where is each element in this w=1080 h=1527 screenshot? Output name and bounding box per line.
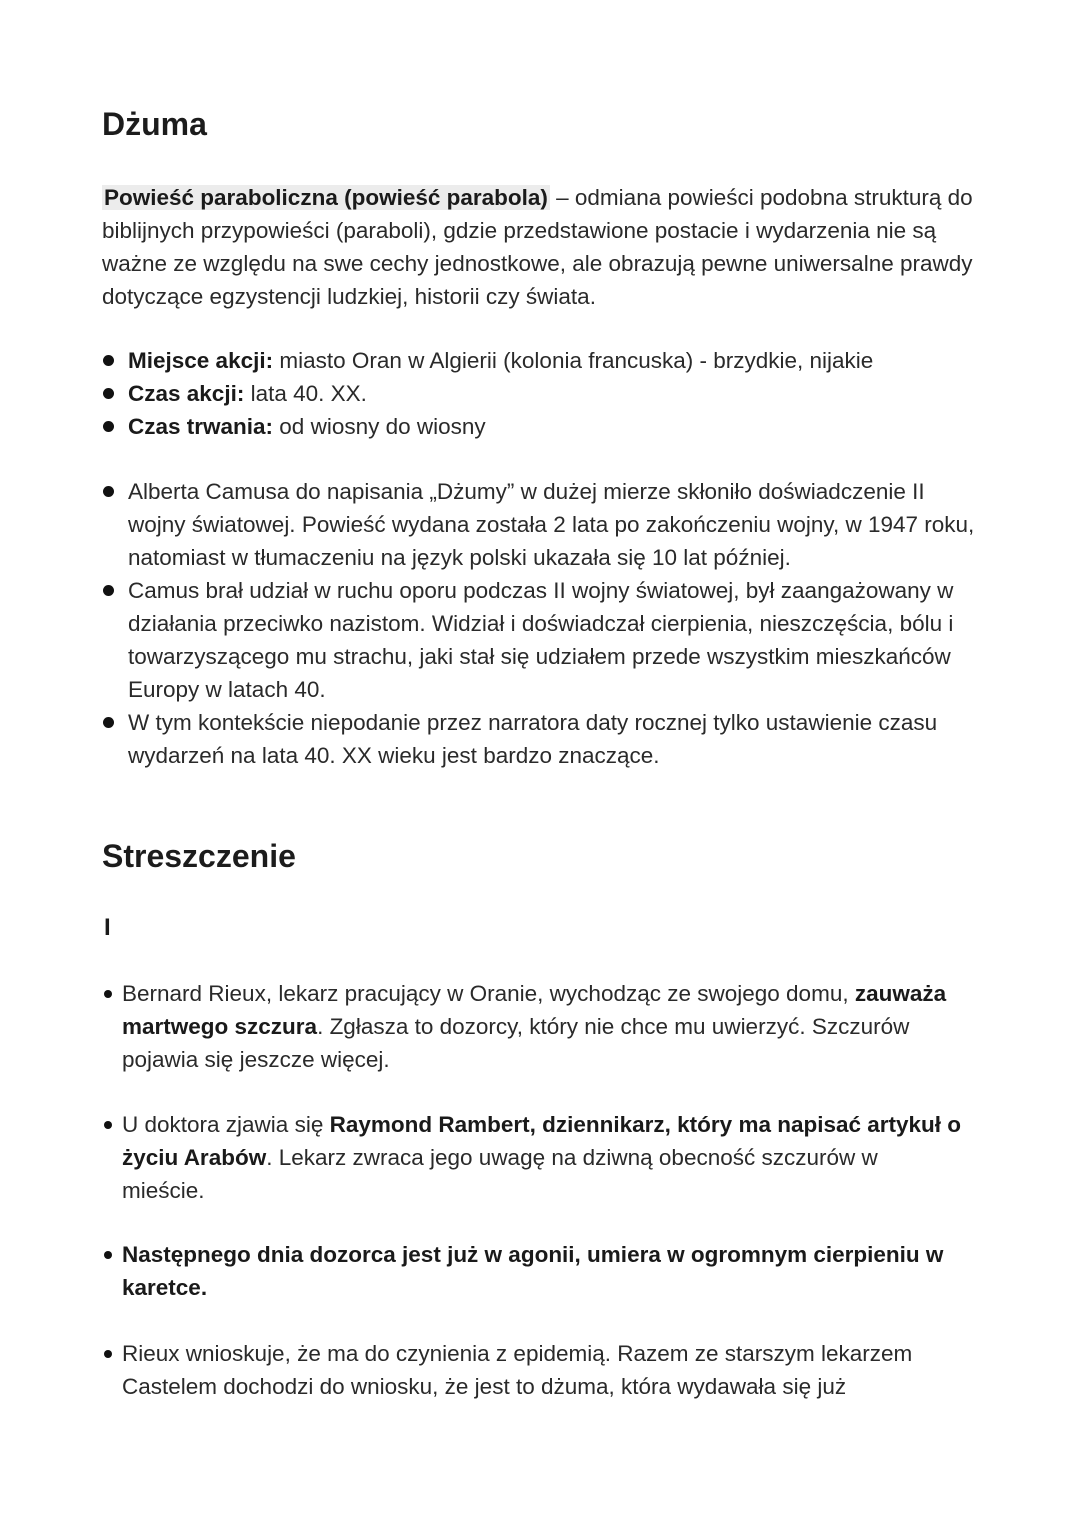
summary-list: [122, 1238, 962, 1304]
summary-list: [122, 1108, 962, 1207]
list-item: Bernard Rieux, lekarz pracujący w Oranie, wychodząc ze swojego domu, zauważa martwego szczura. Zgłasza to dozorcy, który nie chce mu uwierzyć. Szczurów pojawia się jeszcze więcej.: [122, 977, 962, 1076]
list-item: Miejsce akcji: miasto Oran w Algierii (kolonia francuska) - brzydkie, nijakie: [128, 344, 988, 377]
list-item: Rieux wnioskuje, że ma do czynienia z epidemią. Razem ze starszym lekarzem Castelem dochodzi do wniosku, że jest to dżuma, która wydawała się już: [122, 1337, 962, 1403]
summary-list: [122, 977, 962, 1076]
facts-list: [128, 344, 988, 443]
summary-heading: Streszczenie: [102, 838, 296, 874]
list-item: W tym kontekście niepodanie przez narratora daty rocznej tylko ustawienie czasu wydarzeń na lata 40. XX wieku jest bardzo znaczące.: [128, 706, 988, 772]
definition-term: Powieść paraboliczna (powieść parabola): [104, 185, 548, 210]
page-title: Dżuma: [102, 106, 207, 142]
list-item: U doktora zjawia się Raymond Rambert, dziennikarz, który ma napisać artykuł o życiu Arabów. Lekarz zwraca jego uwagę na dziwną obecność szczurów w mieście.: [122, 1108, 962, 1207]
definition-text: – odmiana powieści podobna strukturą do biblijnych przypowieści (paraboli), gdzie przedstawione postacie i wydarzenia nie są ważne ze względu na swe cechy jednostkowe, ale obrazują pewne uniwersalne prawdy dotyczące egzystencji ludzkiej, historii czy świata.: [102, 185, 973, 309]
part-number: I: [104, 914, 111, 941]
context-list: [128, 475, 988, 772]
list-item: Alberta Camusa do napisania „Dżumy” w dużej mierze skłoniło doświadczenie II wojny światowej. Powieść wydana została 2 lata po zakończeniu wojny, w 1947 roku, natomiast w tłumaczeniu na język polski ukazała się 10 lat później.: [128, 475, 988, 574]
list-item: Następnego dnia dozorca jest już w agonii, umiera w ogromnym cierpieniu w karetce.: [122, 1238, 962, 1304]
definition-paragraph: [102, 181, 982, 313]
list-item: Camus brał udział w ruchu oporu podczas II wojny światowej, był zaangażowany w działania przeciwko nazistom. Widział i doświadczał cierpienia, nieszczęścia, bólu i towarzyszącego mu strachu, jaki stał się udziałem przede wszystkim mieszkańców Europy w latach 40.: [128, 574, 988, 706]
list-item: Czas trwania: od wiosny do wiosny: [128, 410, 988, 443]
summary-list: [122, 1337, 962, 1403]
list-item: Czas akcji: lata 40. XX.: [128, 377, 988, 410]
